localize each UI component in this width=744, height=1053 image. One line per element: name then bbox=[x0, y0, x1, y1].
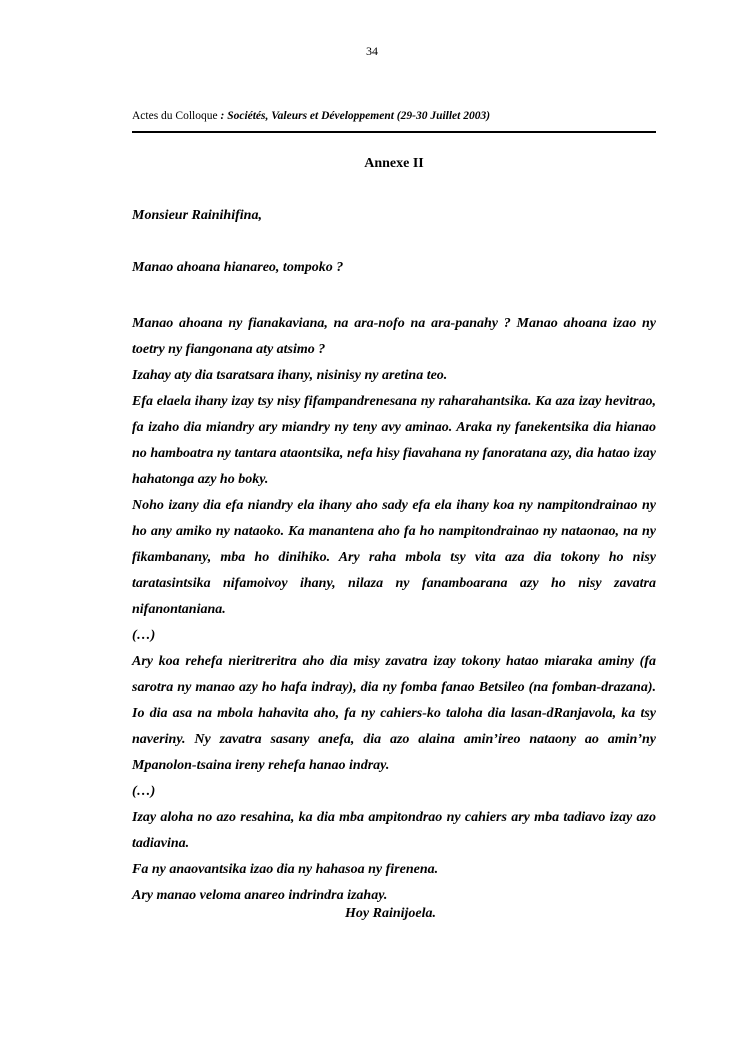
letter-body bbox=[132, 311, 656, 909]
page-number: 34 bbox=[366, 44, 378, 58]
annex-title: Annexe II bbox=[364, 156, 424, 171]
running-head bbox=[132, 110, 656, 122]
ellipsis-2: (…) bbox=[132, 784, 156, 799]
paragraph-2: Izahay aty dia tsaratsara ihany, nisinisy ny aretina teo. bbox=[132, 368, 448, 383]
ellipsis-1: (…) bbox=[132, 628, 156, 643]
header-rule bbox=[132, 131, 656, 133]
letter-signature: Hoy Rainijoela. bbox=[345, 906, 436, 921]
letter-greeting: Manao ahoana hianareo, tompoko ? bbox=[132, 260, 344, 275]
running-head-plain: Actes du Colloque bbox=[132, 110, 218, 122]
paragraph-6: Izay aloha no azo resahina, ka dia mba ampitondrao ny cahiers ary mba tadiavo izay azo tadiavina. bbox=[132, 810, 656, 851]
paragraph-1: Manao ahoana ny fianakaviana, na ara-nofo na ara-panahy ? Manao ahoana izao ny toetry ny fiangonana aty atsimo ? bbox=[132, 316, 656, 357]
running-head-italic: : Sociétés, Valeurs et Développement (29-30 Juillet 2003) bbox=[217, 110, 491, 122]
paragraph-5: Ary koa rehefa nieritreritra aho dia misy zavatra izay tokony hatao miaraka aminy (fa sarotra ny manao azy ho hafa indray), dia ny fomba fanao Betsileo (na fomban-drazana). Io dia asa na mbola hahavita aho, fa ny cahiers-ko taloha dia lasan-dRanjavola, ka tsy naveriny. Ny zavatra sasany anefa, dia azo alaina amin’ireo nataony ao amin’ny Mpanolon-tsaina ireny rehefa hanao indray. bbox=[132, 654, 656, 773]
paragraph-7: Fa ny anaovantsika izao dia ny hahasoa ny firenena. bbox=[132, 862, 439, 877]
paragraph-4: Noho izany dia efa niandry ela ihany aho sady efa ela ihany koa ny nampitondrainao ny ho any amiko ny nataoko. Ka manantena aho fa ho nampitondrainao ny nataonao, na ny fikambanany, mba ho dinihiko. Ary raha mbola tsy vita aza dia tokony ho nisy taratasintsika nifamoivoy ihany, nilaza ny fanamboarana azy ho nisy zavatra nifanontaniana. bbox=[132, 498, 656, 617]
letter-salutation: Monsieur Rainihifina, bbox=[132, 208, 262, 223]
paragraph-8: Ary manao veloma anareo indrindra izahay. bbox=[132, 888, 388, 903]
paragraph-3: Efa elaela ihany izay tsy nisy fifampandrenesana ny raharahantsika. Ka aza izay hevitrao, fa izaho dia miandry ary miandry ny teny avy aminao. Araka ny fanekentsika dia hianao no hamboatra ny tantara ataontsika, nefa hisy fiavahana ny fanoratana azy, dia hatao izay hahatonga azy ho boky. bbox=[132, 394, 656, 487]
